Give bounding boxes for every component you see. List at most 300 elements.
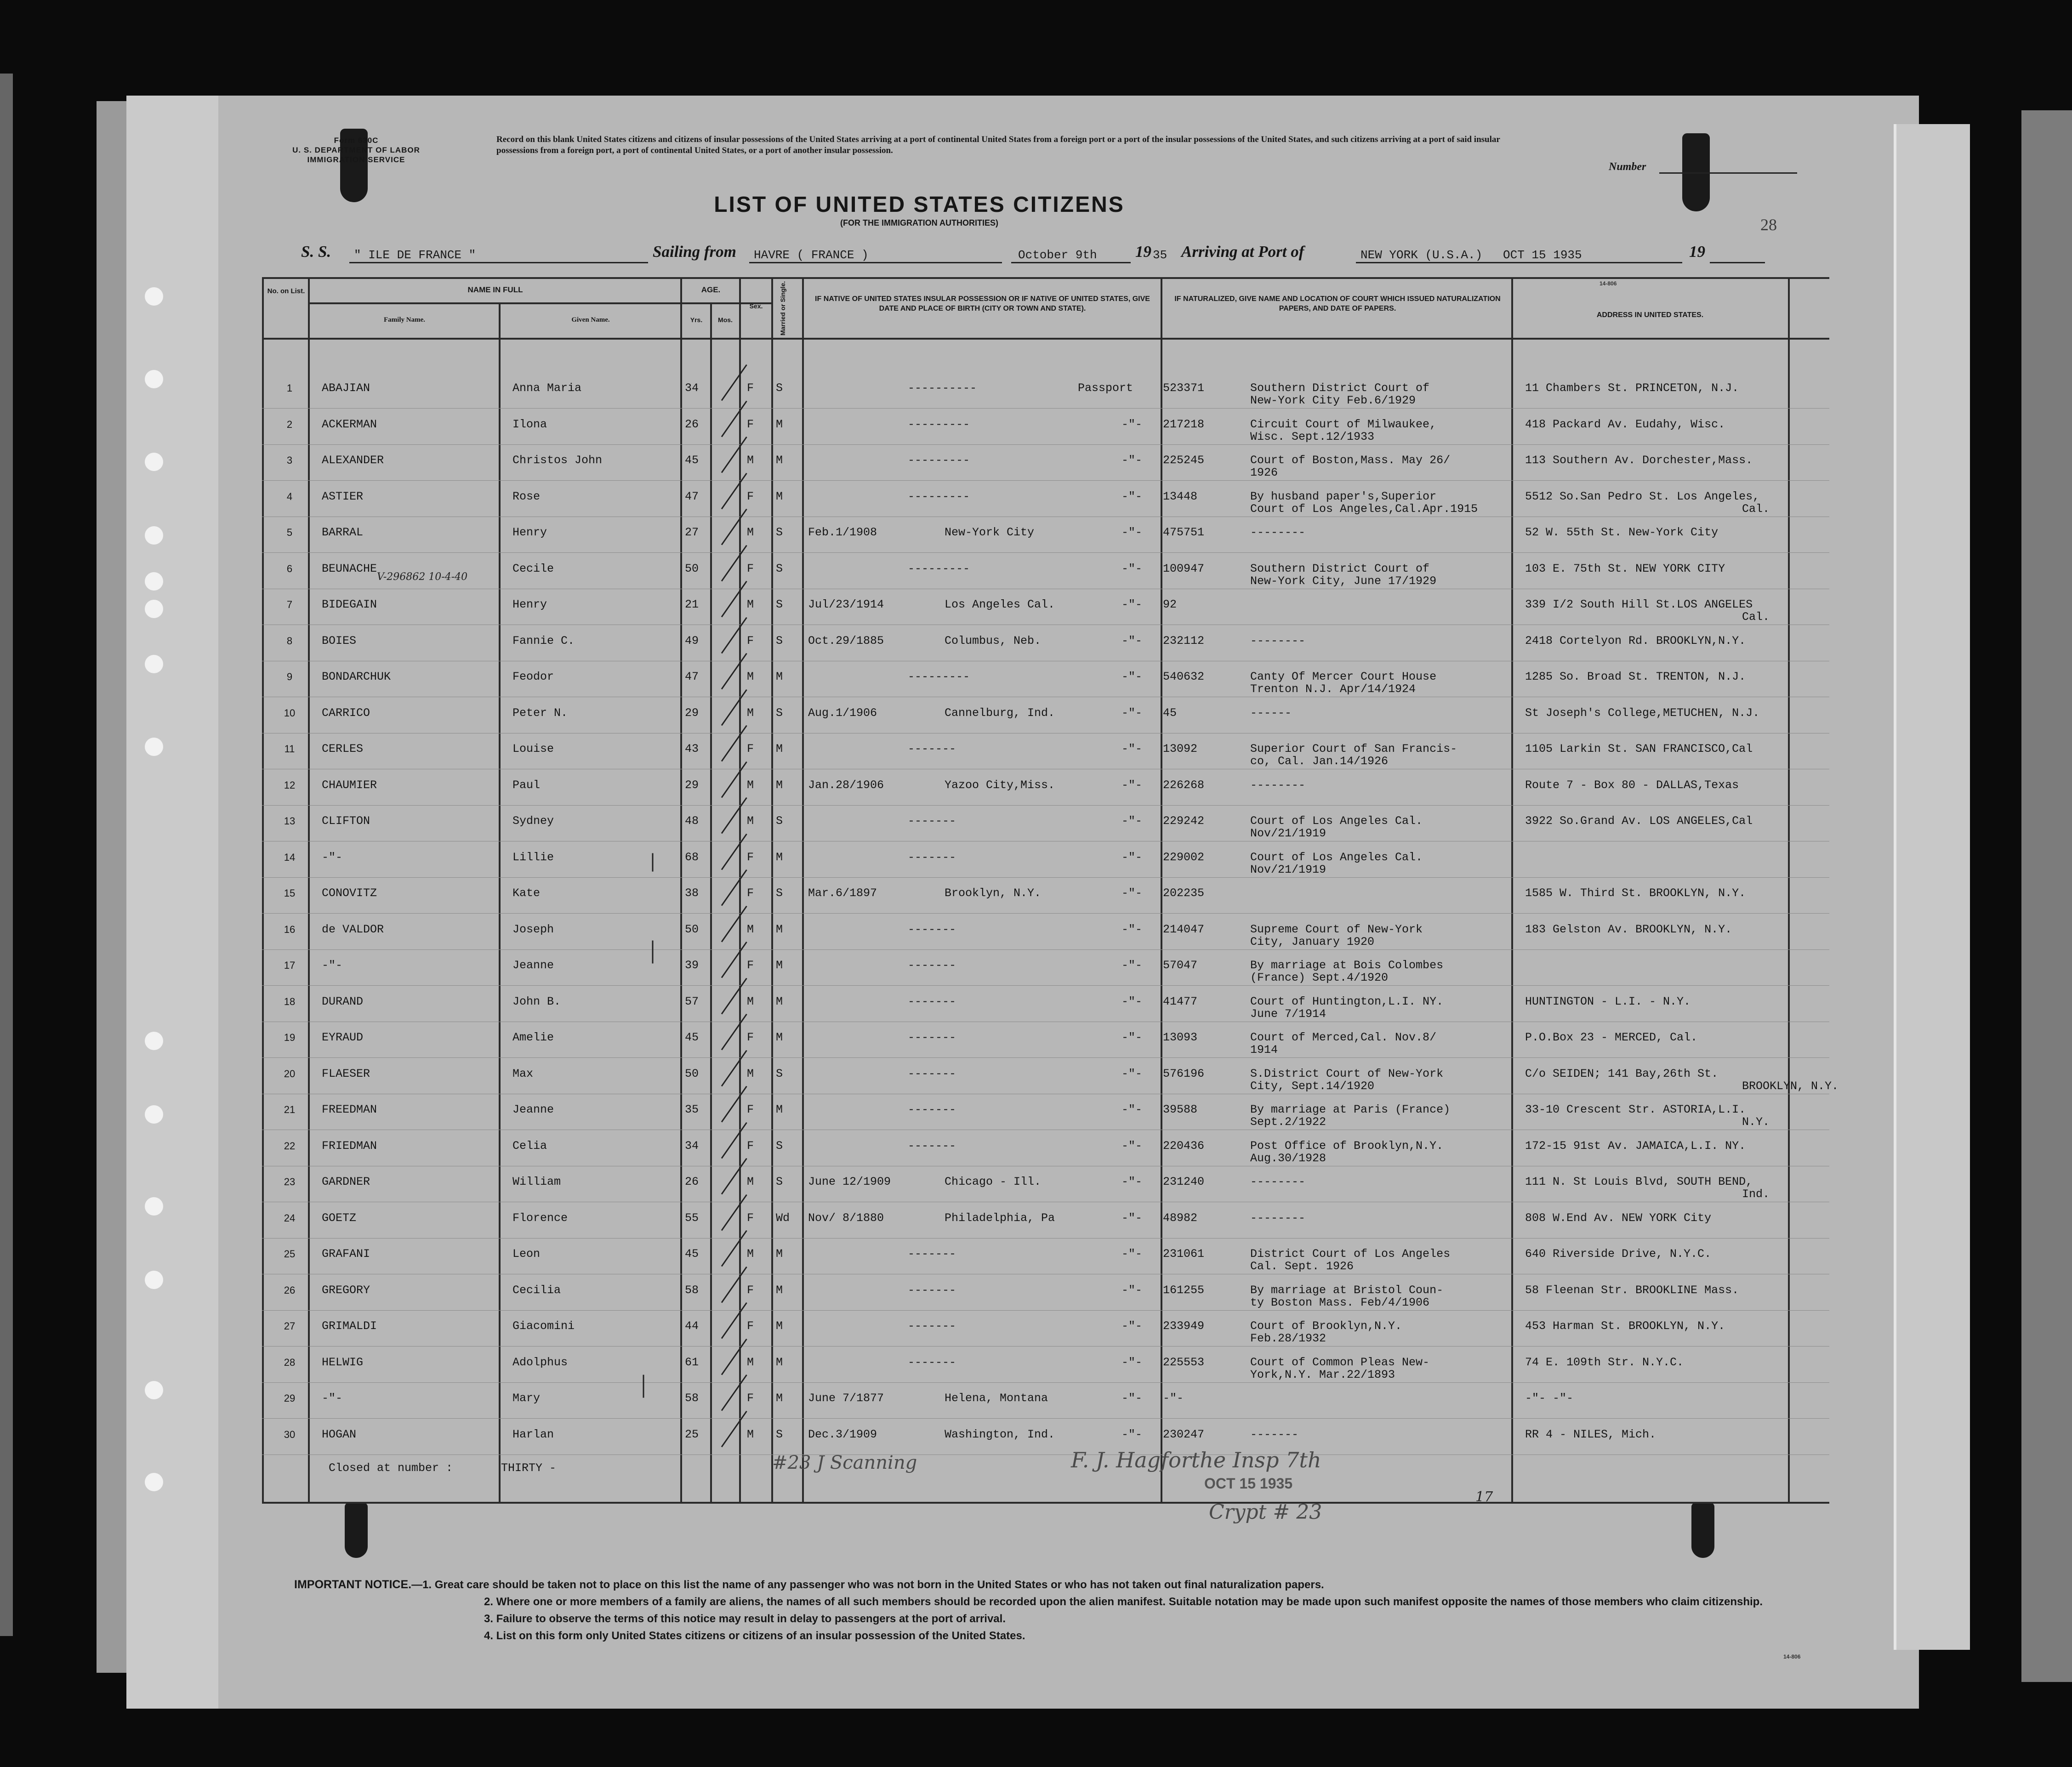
birth-place: ---------- [908,381,977,395]
age-years: 50 [685,1067,699,1080]
number-underline [1659,172,1797,174]
row-number: 21 [284,1104,296,1115]
row-number: 1 [286,382,293,394]
document-ditto: -"- [1121,1067,1143,1080]
header-yrs: Yrs. [690,316,703,324]
document-ditto: -"- [1121,417,1143,431]
given-name: Jeanne [512,1103,554,1116]
marital-status: M [776,417,783,431]
marital-status: M [776,922,783,936]
inspector-note: #23 J Scanning [772,1452,917,1473]
birth-place: ------- [908,994,956,1008]
given-name: Harlan [512,1427,554,1441]
marital-status: M [776,1355,783,1369]
address-line-1: P.O.Box 23 - MERCED, Cal. [1525,1031,1698,1044]
header-given-name: Given Name. [571,316,610,324]
certificate-number: 100947 [1163,562,1205,575]
year-suffix: 35 [1153,248,1167,262]
marital-status: M [776,1103,783,1116]
marital-status: M [776,742,783,756]
court-line-1: -------- [1250,1175,1306,1188]
certificate-number: 229002 [1163,850,1205,864]
row-number: 20 [284,1068,296,1080]
court-line-2: Nov/21/1919 [1250,827,1326,840]
age-years: 27 [685,526,699,539]
address-line-1: 183 Gelston Av. BROOKLYN, N.Y. [1525,922,1732,936]
scan-code-footer: 14-806 [1783,1653,1801,1660]
birth-date: June 12/1909 [808,1175,891,1188]
punch-hole [145,526,163,545]
sex: F [747,959,754,972]
age-years: 57 [685,994,699,1008]
punch-hole [145,600,163,618]
notice-item-3: 3. Failure to observe the terms of this notice may result in delay to passengers at the port of arrival. [484,1613,1006,1625]
sex: F [747,417,754,431]
marital-status: S [776,886,783,900]
court-line-2: Wisc. Sept.12/1933 [1250,430,1375,443]
certificate-number: 230247 [1163,1427,1205,1441]
court-line-2: Court of Los Angeles,Cal.Apr.1915 [1250,502,1478,516]
certificate-number: 232112 [1163,634,1205,648]
col-border [710,303,712,1503]
crypt-number: Crypt # 23 [1209,1500,1322,1524]
scan-code: 14-806 [1600,280,1617,287]
sailing-port: HAVRE ( FRANCE ) [754,248,869,262]
arrival-stamp: OCT 15 1935 [1204,1475,1293,1492]
closed-at-label: Closed at number : [329,1461,453,1475]
page-title: LIST OF UNITED STATES CITIZENS [714,193,1125,217]
age-years: 47 [685,670,699,683]
court-line-1: S.District Court of New-York [1250,1067,1444,1080]
given-name: Cecilia [512,1283,561,1297]
address-line-1: 1105 Larkin St. SAN FRANCISCO,Cal [1525,742,1753,756]
family-name: CLIFTON [322,814,370,828]
court-line-1: By marriage at Paris (France) [1250,1103,1451,1116]
col-border [739,278,741,1503]
marital-status: M [776,778,783,792]
row-divider [262,913,1829,914]
court-line-2: City, Sept.14/1920 [1250,1079,1375,1093]
birth-place: ------- [908,1247,956,1261]
age-years: 21 [685,598,699,611]
court-line-1: Court of Brooklyn,N.Y. [1250,1319,1402,1333]
punch-hole [145,1271,163,1289]
sex: M [747,670,754,683]
court-line-2: June 7/1914 [1250,1007,1326,1021]
court-line-2: Nov/21/1919 [1250,863,1326,876]
family-name: BARRAL [322,526,364,539]
sex: F [747,850,754,864]
given-name: Lillie [512,850,554,864]
given-name: Giacomini [512,1319,575,1333]
sailing-label: Sailing from [653,243,736,261]
marital-status: M [776,489,783,503]
court-line-1: By husband paper's,Superior [1250,489,1437,503]
certificate-number: 13092 [1163,742,1198,756]
birth-place: --------- [908,489,970,503]
marital-status: M [776,1247,783,1261]
row-number: 12 [284,779,296,791]
marital-status: S [776,526,783,539]
col-border [262,278,264,1503]
marital-status: S [776,598,783,611]
birth-place: --------- [908,670,970,683]
row-divider [262,408,1829,409]
document-ditto: -"- [1121,1103,1143,1116]
certificate-number: 13093 [1163,1031,1198,1044]
family-name: GREGORY [322,1283,370,1297]
marital-status: S [776,1139,783,1153]
address-line-1: St Joseph's College,METUCHEN, N.J. [1525,706,1760,720]
page-number: 28 [1760,216,1777,234]
given-name: Henry [512,526,547,539]
birth-place: ------- [908,1319,956,1333]
header-mos: Mos. [718,316,733,324]
given-name: William [512,1175,561,1188]
court-line-1: Circuit Court of Milwaukee, [1250,417,1437,431]
birth-place: Cannelburg, Ind. [945,706,1055,720]
birth-place: ------- [908,959,956,972]
age-years: 55 [685,1211,699,1225]
ship-name: " ILE DE FRANCE " [354,248,476,262]
record-instructions: Record on this blank United States citizens and citizens of insular possessions of the United States arriving at a port of continental United States from a foreign port or a port of the insular possessions of the United States, and such citizens arriving at a port of said insular possessions from a foreign port, a port of continental United States, or a port of another insular possession. [496,135,1500,155]
certificate-number: 220436 [1163,1139,1205,1153]
binder-clip [345,1503,368,1558]
given-name: Feodor [512,670,554,683]
document-ditto: Passport [1078,381,1133,395]
document-ditto: -"- [1121,1139,1143,1153]
document-ditto: -"- [1121,598,1143,611]
family-name: BOIES [322,634,357,648]
family-name: GRIMALDI [322,1319,377,1333]
court-line-2: City, January 1920 [1250,935,1375,949]
birth-place: --------- [908,417,970,431]
row-number: 23 [284,1176,296,1187]
certificate-number: -"- [1163,1392,1184,1405]
certificate-number: 202235 [1163,886,1205,900]
punch-hole [145,572,163,591]
sex: M [747,994,754,1008]
marital-status: M [776,1031,783,1044]
row-number: 30 [284,1428,296,1440]
certificate-number: 523371 [1163,381,1205,395]
row-divider [262,1346,1829,1347]
address-line-1: 2418 Cortelyon Rd. BROOKLYN,N.Y. [1525,634,1746,648]
marital-status: M [776,1392,783,1405]
age-years: 39 [685,959,699,972]
col-border [771,278,773,1503]
address-line-2: Cal. [1742,610,1770,624]
court-line-1: Court of Boston,Mass. May 26/ [1250,454,1451,467]
date-underline [1011,262,1131,263]
court-line-1: Court of Huntington,L.I. NY. [1250,994,1444,1008]
court-line-1: District Court of Los Angeles [1250,1247,1451,1261]
row-number: 14 [284,851,296,863]
address-line-1: 453 Harman St. BROOKLYN, N.Y. [1525,1319,1725,1333]
court-line-1: -------- [1250,526,1306,539]
age-years: 29 [685,778,699,792]
court-line-2: ty Boston Mass. Feb/4/1906 [1250,1295,1430,1309]
row-number: 25 [284,1248,296,1260]
margin-note: V-296862 10-4-40 [377,571,468,583]
given-name: Henry [512,598,547,611]
row-divider [262,877,1829,878]
given-name: Adolphus [512,1355,568,1369]
marital-status: M [776,454,783,467]
given-name: Cecile [512,562,554,575]
row-divider [262,552,1829,553]
family-name: CARRICO [322,706,370,720]
header-sex: Sex. [749,302,763,310]
address-line-1: 5512 So.San Pedro St. Los Angeles, [1525,489,1760,503]
birth-place: ------- [908,1067,956,1080]
row-number: 27 [284,1320,296,1332]
year2-underline [1710,262,1765,263]
row-number: 16 [284,923,296,935]
row-divider [262,1310,1829,1311]
marital-status: M [776,670,783,683]
address-line-1: 74 E. 109th Str. N.Y.C. [1525,1355,1684,1369]
important-notice: IMPORTANT NOTICE.—1. Great care should be taken not to place on this list the name of any passenger who was not born in the United States or who has not taken out final naturalization papers. 2. Where one or more members of a family are aliens, the names of all such members should be recorded upon the alien manifest. Suitable notation may be made upon such manifest opposite the names of those members who claim citizenship. 3. Failure to observe the terms of this notice may result in delay to passengers at the port of arrival. 4. List on this form only United States citizens or citizens of an insular possession of the United States. [294,1576,1839,1644]
sex: M [747,1175,754,1188]
birth-place: Washington, Ind. [945,1427,1055,1441]
address-line-2: Ind. [1742,1187,1770,1201]
family-name: GOETZ [322,1211,357,1225]
header-no-on-list: No. on List. [267,287,305,295]
address-line-1: 33-10 Crescent Str. ASTORIA,L.I. [1525,1103,1746,1116]
family-name: HOGAN [322,1427,357,1441]
given-name: Celia [512,1139,547,1153]
family-name: ALEXANDER [322,454,384,467]
address-line-1: 113 Southern Av. Dorchester,Mass. [1525,454,1753,467]
sex: F [747,742,754,756]
address-line-1: 52 W. 55th St. New-York City [1525,526,1719,539]
birth-place: New-York City [945,526,1035,539]
court-line-1: By marriage at Bois Colombes [1250,959,1444,972]
certificate-number: 576196 [1163,1067,1205,1080]
header-bottom-border [262,338,1829,340]
row-number: 24 [284,1212,296,1224]
row-number: 13 [284,815,296,827]
sex: F [747,1319,754,1333]
court-line-2: 1914 [1250,1043,1278,1057]
year-prefix: 19 [1135,243,1151,261]
header-age: AGE. [701,285,721,294]
sex: M [747,706,754,720]
court-line-2: Feb.28/1932 [1250,1332,1326,1345]
row-number: 8 [286,635,293,647]
birth-place: ------- [908,1103,956,1116]
document-ditto: -"- [1121,959,1143,972]
row-divider [262,949,1829,950]
document-ditto: -"- [1121,1392,1143,1405]
sex: F [747,634,754,648]
birth-place: Philadelphia, Pa [945,1211,1055,1225]
family-name: CERLES [322,742,364,756]
notice-item-4: 4. List on this form only United States citizens or citizens of an insular possession of the United States. [484,1630,1025,1642]
closed-at-value: THIRTY - [501,1461,557,1475]
court-line-1: Post Office of Brooklyn,N.Y. [1250,1139,1444,1153]
row-divider [262,1418,1829,1419]
sex: M [747,454,754,467]
certificate-number: 475751 [1163,526,1205,539]
court-line-2: Trenton N.J. Apr/14/1924 [1250,682,1416,696]
marital-status: S [776,1067,783,1080]
address-line-2: BROOKLYN, N.Y. [1742,1079,1839,1093]
notice-lead: IMPORTANT NOTICE. [294,1578,412,1591]
court-line-1: Superior Court of San Francis- [1250,742,1457,756]
document-ditto: -"- [1121,814,1143,828]
age-years: 45 [685,1247,699,1261]
service-name: IMMIGRATION SERVICE [307,155,405,164]
sex: M [747,814,754,828]
sex: M [747,1427,754,1441]
given-name: Christos John [512,454,603,467]
age-years: 29 [685,706,699,720]
document-ditto: -"- [1121,886,1143,900]
row-number: 6 [286,562,293,574]
arrival-port: NEW YORK (U.S.A.) [1360,248,1483,262]
punch-hole [145,1381,163,1399]
age-years: 68 [685,850,699,864]
document-ditto: -"- [1121,1247,1143,1261]
header-naturalized: IF NATURALIZED, GIVE NAME AND LOCATION OF COURT WHICH ISSUED NATURALIZATION PAPERS, AND DATE OF PAPERS. [1174,295,1501,312]
given-name: Rose [512,489,541,503]
punch-hole [145,1105,163,1124]
birth-date: Jan.28/1906 [808,778,884,792]
family-name: BEUNACHE [322,562,377,575]
binder-clip [1691,1503,1714,1558]
sex: F [747,489,754,503]
marital-status: S [776,706,783,720]
court-line-1: Canty Of Mercer Court House [1250,670,1437,683]
birth-date: Aug.1/1906 [808,706,877,720]
age-years: 26 [685,1175,699,1188]
court-line-2: Sept.2/1922 [1250,1115,1326,1129]
row-number: 26 [284,1284,296,1296]
row-divider [262,1382,1829,1383]
form-identifier [280,136,432,165]
sailing-underline [749,262,1002,263]
age-years: 34 [685,381,699,395]
given-name: Amelie [512,1031,554,1044]
document-ditto: -"- [1121,670,1143,683]
document-ditto: -"- [1121,526,1143,539]
document-ditto: -"- [1121,994,1143,1008]
age-years: 48 [685,814,699,828]
sex: M [747,778,754,792]
marital-status: M [776,959,783,972]
row-divider [262,805,1829,806]
certificate-number: 13448 [1163,489,1198,503]
row-number: 4 [286,490,293,502]
address-line-2: Cal. [1742,502,1770,516]
address-line-1: 11 Chambers St. PRINCETON, N.J. [1525,381,1739,395]
family-name: BONDARCHUK [322,670,391,683]
court-line-1: Southern District Court of [1250,562,1430,575]
right-page-edge [2021,110,2072,1682]
age-years: 44 [685,1319,699,1333]
col-border [1788,278,1790,1503]
sex: M [747,1355,754,1369]
birth-date: June 7/1877 [808,1392,884,1405]
table-bottom-border [262,1502,1829,1504]
address-line-1: RR 4 - NILES, Mich. [1525,1427,1656,1441]
birth-date: Jul/23/1914 [808,598,884,611]
sex: M [747,598,754,611]
certificate-number: 231240 [1163,1175,1205,1188]
certificate-number: 540632 [1163,670,1205,683]
marital-status: S [776,814,783,828]
family-name: FREEDMAN [322,1103,377,1116]
marital-status: M [776,850,783,864]
family-name: ACKERMAN [322,417,377,431]
marital-status: M [776,1283,783,1297]
certificate-number: 57047 [1163,959,1198,972]
birth-place: --------- [908,562,970,575]
age-years: 38 [685,886,699,900]
sex: M [747,1247,754,1261]
inspector-signature: F. J. Hagforthe Insp 7th [1071,1448,1321,1472]
punch-hole [145,370,163,388]
family-name: FRIEDMAN [322,1139,377,1153]
given-name: Fannie C. [512,634,575,648]
sex: F [747,1139,754,1153]
age-years: 25 [685,1427,699,1441]
certificate-number: 229242 [1163,814,1205,828]
row-divider [262,985,1829,986]
punch-hole [145,453,163,471]
court-line-2: New-York City Feb.6/1929 [1250,394,1416,407]
address-line-1: Route 7 - Box 80 - DALLAS,Texas [1525,778,1739,792]
document-ditto: -"- [1121,706,1143,720]
given-name: Joseph [512,922,554,936]
col-border [1161,278,1162,1503]
age-years: 50 [685,922,699,936]
birth-place: Yazoo City,Miss. [945,778,1055,792]
birth-place: ------- [908,922,956,936]
header-address: ADDRESS IN UNITED STATES. [1596,311,1704,319]
birth-place: ------- [908,1283,956,1297]
certificate-number: 225553 [1163,1355,1205,1369]
pen-mark [652,941,654,964]
family-name: FLAESER [322,1067,370,1080]
family-name: GRAFANI [322,1247,370,1261]
birth-place: ------- [908,742,956,756]
given-name: Louise [512,742,554,756]
header-family-name: Family Name. [384,316,425,324]
year2-prefix: 19 [1689,243,1705,261]
certificate-number: 41477 [1163,994,1198,1008]
marital-status: Wd [776,1211,790,1225]
row-divider [262,1238,1829,1239]
arriving-label: Arriving at Port of [1181,243,1304,261]
family-name: EYRAUD [322,1031,364,1044]
court-line-1: Southern District Court of [1250,381,1430,395]
birth-place: ------- [908,1031,956,1044]
document-ditto: -"- [1121,1355,1143,1369]
marital-status: M [776,994,783,1008]
certificate-number: 217218 [1163,417,1205,431]
col-border [499,303,501,1503]
court-line-2: 1926 [1250,466,1278,479]
ship-underline [349,262,648,263]
sex: F [747,562,754,575]
certificate-number: 226268 [1163,778,1205,792]
col-border [1511,278,1513,1503]
address-line-1: 1285 So. Broad St. TRENTON, N.J. [1525,670,1746,683]
subheader-border [308,302,771,304]
